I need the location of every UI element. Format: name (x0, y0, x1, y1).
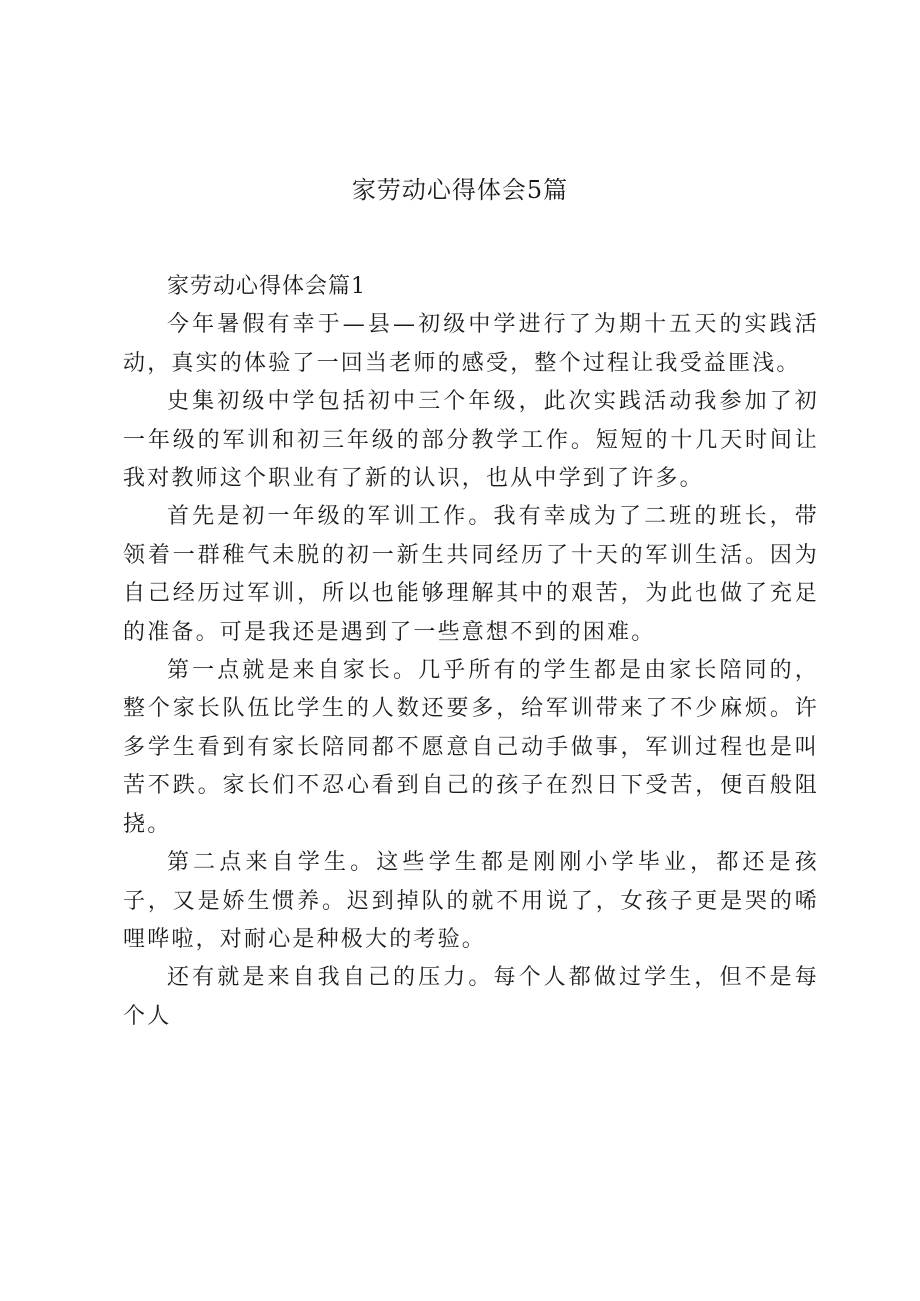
document-title: 家劳动心得体会5篇 (351, 176, 569, 204)
paragraph-4: 第一点就是来自家长。几乎所有的学生都是由家长陪同的，整个家长队伍比学生的人数还要多，给军训带来了不少麻烦。许多学生看到有家长陪同都不愿意自己动手做事，军训过程也是叫苦不跌。家长们不忍心看到自己的孩子在烈日下受苦，便百般阻挠。 (123, 658, 819, 837)
paragraph-5: 第二点来自学生。这些学生都是刚刚小学毕业，都还是孩子，又是娇生惯养。迟到掉队的就不用说了，女孩子更是哭的唏哩哗啦，对耐心是种极大的考验。 (123, 850, 819, 952)
paragraph-2: 史集初级中学包括初中三个年级，此次实践活动我参加了初一年级的军训和初三年级的部分教学工作。短短的十几天时间让我对教师这个职业有了新的认识，也从中学到了许多。 (123, 389, 819, 492)
paragraph-1: 今年暑假有幸于—县—初级中学进行了为期十五天的实践活动，真实的体验了一回当老师的感受，整个过程让我受益匪浅。 (123, 312, 819, 376)
paragraph-6: 还有就是来自我自己的压力。每个人都做过学生，但不是每个人 (123, 965, 819, 1029)
paragraph-3: 首先是初一年级的军训工作。我有幸成为了二班的班长，带领着一群稚气未脱的初一新生共同经历了十天的军训生活。因为自己经历过军训，所以也能够理解其中的艰苦，为此也做了充足的准备。可是我还是遇到了一些意想不到的困难。 (123, 504, 819, 645)
document-body (123, 268, 819, 1036)
section-heading: 家劳动心得体会篇1 (167, 274, 366, 299)
